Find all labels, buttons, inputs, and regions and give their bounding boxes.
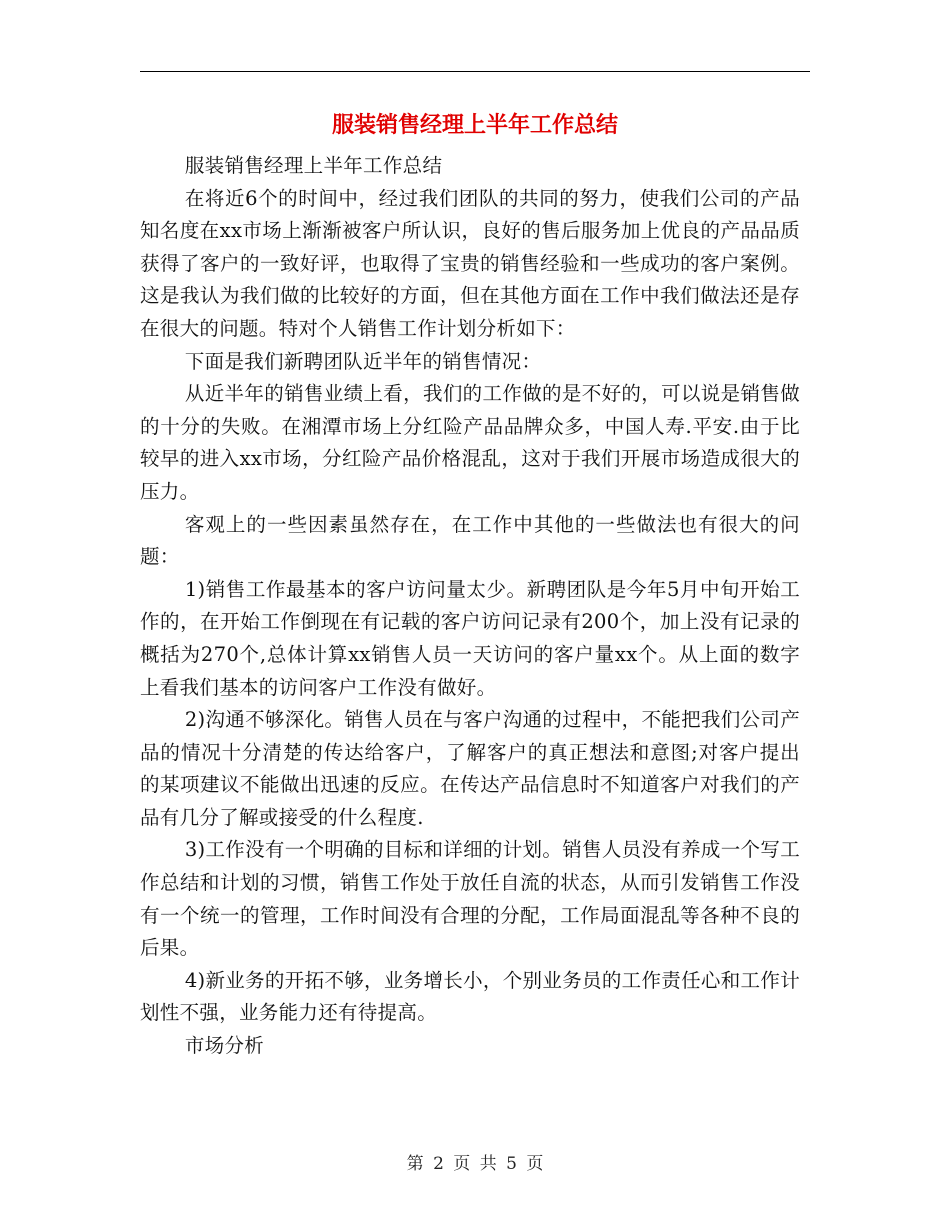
paragraph: 从近半年的销售业绩上看，我们的工作做的是不好的，可以说是销售做的十分的失败。在湘潭市场上分红险产品品牌众多，中国人寿.平安.由于比较早的进入xx市场，分红险产品价格混乱，这对于我们开展市场造成很大的压力。	[140, 382, 800, 503]
paragraph: 2)沟通不够深化。销售人员在与客户沟通的过程中，不能把我们公司产品的情况十分清楚的传达给客户，了解客户的真正想法和意图;对客户提出的某项建议不能做出迅速的反应。在传达产品信息时不知道客户对我们的产品有几分了解或接受的什么程度.	[140, 708, 800, 829]
paragraph: 1)销售工作最基本的客户访问量太少。新聘团队是今年5月中旬开始工作的，在开始工作倒现在有记载的客户访问记录有200个，加上没有记录的概括为270个,总体计算xx销售人员一天访问的客户量xx个。从上面的数字上看我们基本的访问客户工作没有做好。	[140, 577, 800, 699]
paragraph: 市场分析	[184, 1034, 265, 1058]
paragraph: 服装销售经理上半年工作总结	[184, 154, 443, 177]
page-number: 第 2 页 共 5 页	[406, 1154, 544, 1174]
paragraph: 在将近6个的时间中，经过我们团队的共同的努力，使我们公司的产品知名度在xx市场上渐渐被客户所认识，良好的售后服务加上优良的产品品质获得了客户的一致好评，也取得了宝贵的销售经验和一些成功的客户案例。这是我认为我们做的比较好的方面，但在其他方面在工作中我们做法还是存在很大的问题。特对个人销售工作计划分析如下：	[140, 186, 800, 340]
header-rule	[140, 71, 810, 72]
paragraph: 下面是我们新聘团队近半年的销售情况：	[184, 349, 542, 373]
paragraph: 3)工作没有一个明确的目标和详细的计划。销售人员没有养成一个写工作总结和计划的习惯，销售工作处于放任自流的状态，从而引发销售工作没有一个统一的管理，工作时间没有合理的分配，工作局面混乱等各种不良的后果。	[140, 838, 800, 960]
paragraph: 4)新业务的开拓不够，业务增长小，个别业务员的工作责任心和工作计划性不强，业务能力还有待提高。	[140, 968, 800, 1025]
paragraph: 客观上的一些因素虽然存在，在工作中其他的一些做法也有很大的问题：	[140, 512, 800, 569]
document-title: 服装销售经理上半年工作总结	[331, 113, 618, 138]
document-body	[140, 150, 800, 1063]
